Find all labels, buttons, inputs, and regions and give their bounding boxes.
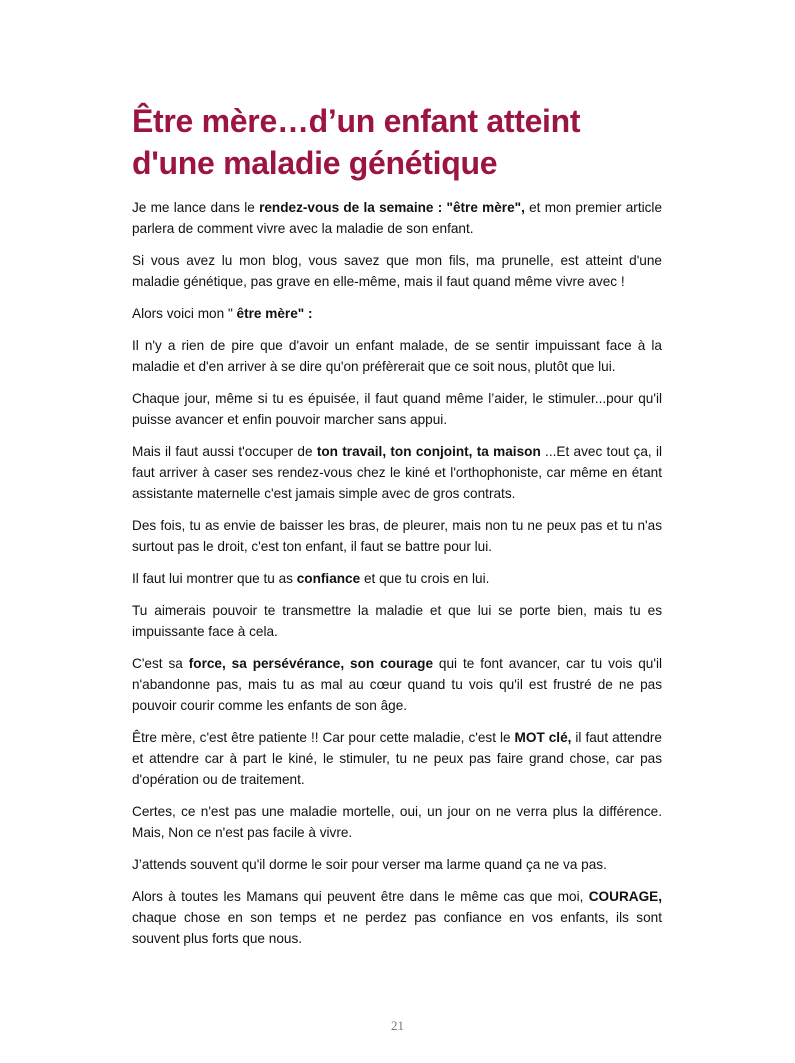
paragraph-text: J’attends souvent qu'il dorme le soir pour verser ma larme quand ça ne va pas. [132,857,607,872]
paragraph-text: qui te font avancer, car tu vois qu'il n'abandonne pas, mais tu as mal au cœur quand tu vois qu'il est frustré de ne pas pouvoir courir comme les enfants de son âge. [132,656,662,713]
paragraph-14 [132,886,662,949]
paragraph-3 [132,303,662,324]
paragraph-text: Être mère, c'est être patiente !! Car pour cette maladie, c'est le [132,730,515,745]
paragraph-text: et mon premier article parlera de comment vivre avec la maladie de son enfant. [132,200,662,236]
bold-text: ton travail, ton conjoint, ta maison [316,444,541,459]
paragraph-text: Si vous avez lu mon blog, vous savez que mon fils, ma prunelle, est atteint d'une maladie génétique, pas grave en elle-même, mais il faut quand même vivre avec ! [132,253,662,289]
title-line-1: Être mère…d’un enfant atteint [132,103,581,139]
paragraph-10 [132,653,662,716]
title-line-2: d'une maladie génétique [132,145,498,181]
paragraph-4 [132,335,662,377]
paragraph-text: Alors voici mon " [132,306,237,321]
bold-text: confiance [296,571,361,586]
paragraph-text: Alors à toutes les Mamans qui peuvent être dans le même cas que moi, [132,889,589,904]
bold-text: être mère" : [236,306,313,321]
paragraph-text: Il faut lui montrer que tu as [132,571,297,586]
paragraph-text: C'est sa [132,656,189,671]
article-body [132,197,662,960]
page-title [132,100,692,184]
paragraph-text: Il n'y a rien de pire que d'avoir un enfant malade, de se sentir impuissant face à la maladie et d'en arriver à se dire qu'on préfèrerait que ce soit nous, plutôt que lui. [132,338,662,374]
paragraph-text: Des fois, tu as envie de baisser les bras, de pleurer, mais non tu ne peux pas et tu n'as surtout pas le droit, c'est ton enfant, il faut se battre pour lui. [132,518,662,554]
paragraph-text: Je me lance dans le [132,200,260,215]
page-number: 21 [391,1018,404,1033]
paragraph-8 [132,568,662,589]
paragraph-12 [132,801,662,843]
bold-text: rendez-vous de la semaine : "être mère", [259,200,525,215]
paragraph-5 [132,388,662,430]
paragraph-2 [132,250,662,292]
bold-text: COURAGE, [588,889,662,904]
paragraph-1 [132,197,662,239]
paragraph-7 [132,515,662,557]
paragraph-text: Tu aimerais pouvoir te transmettre la maladie et que lui se porte bien, mais tu es impuissante face à cela. [132,603,662,639]
paragraph-13 [132,854,662,875]
paragraph-text: Certes, ce n'est pas une maladie mortelle, oui, un jour on ne verra plus la différence. Mais, Non ce n'est pas facile à vivre. [132,804,662,840]
bold-text: force, sa persévérance, son courage [188,656,434,671]
paragraph-text: chaque chose en son temps et ne perdez pas confiance en vos enfants, ils sont souvent plus forts que nous. [132,910,662,946]
paragraph-text: ...Et avec tout ça, il faut arriver à caser ses rendez-vous chez le kiné et l'orthophoniste, car même en étant assistante maternelle c'est jamais simple avec de gros contrats. [132,444,662,501]
paragraph-text: et que tu crois en lui. [360,571,490,586]
paragraph-text: il faut attendre et attendre car à part le kiné, le stimuler, tu ne peux pas faire grand chose, car pas d'opération ou de traitement. [132,730,662,787]
paragraph-6 [132,441,662,504]
paragraph-text: Chaque jour, même si tu es épuisée, il faut quand même l’aider, le stimuler...pour qu'il puisse avancer et enfin pouvoir marcher sans appui. [132,391,662,427]
paragraph-11 [132,727,662,790]
paragraph-text: Mais il faut aussi t'occuper de [132,444,317,459]
bold-text: MOT clé, [514,730,572,745]
paragraph-9 [132,600,662,642]
